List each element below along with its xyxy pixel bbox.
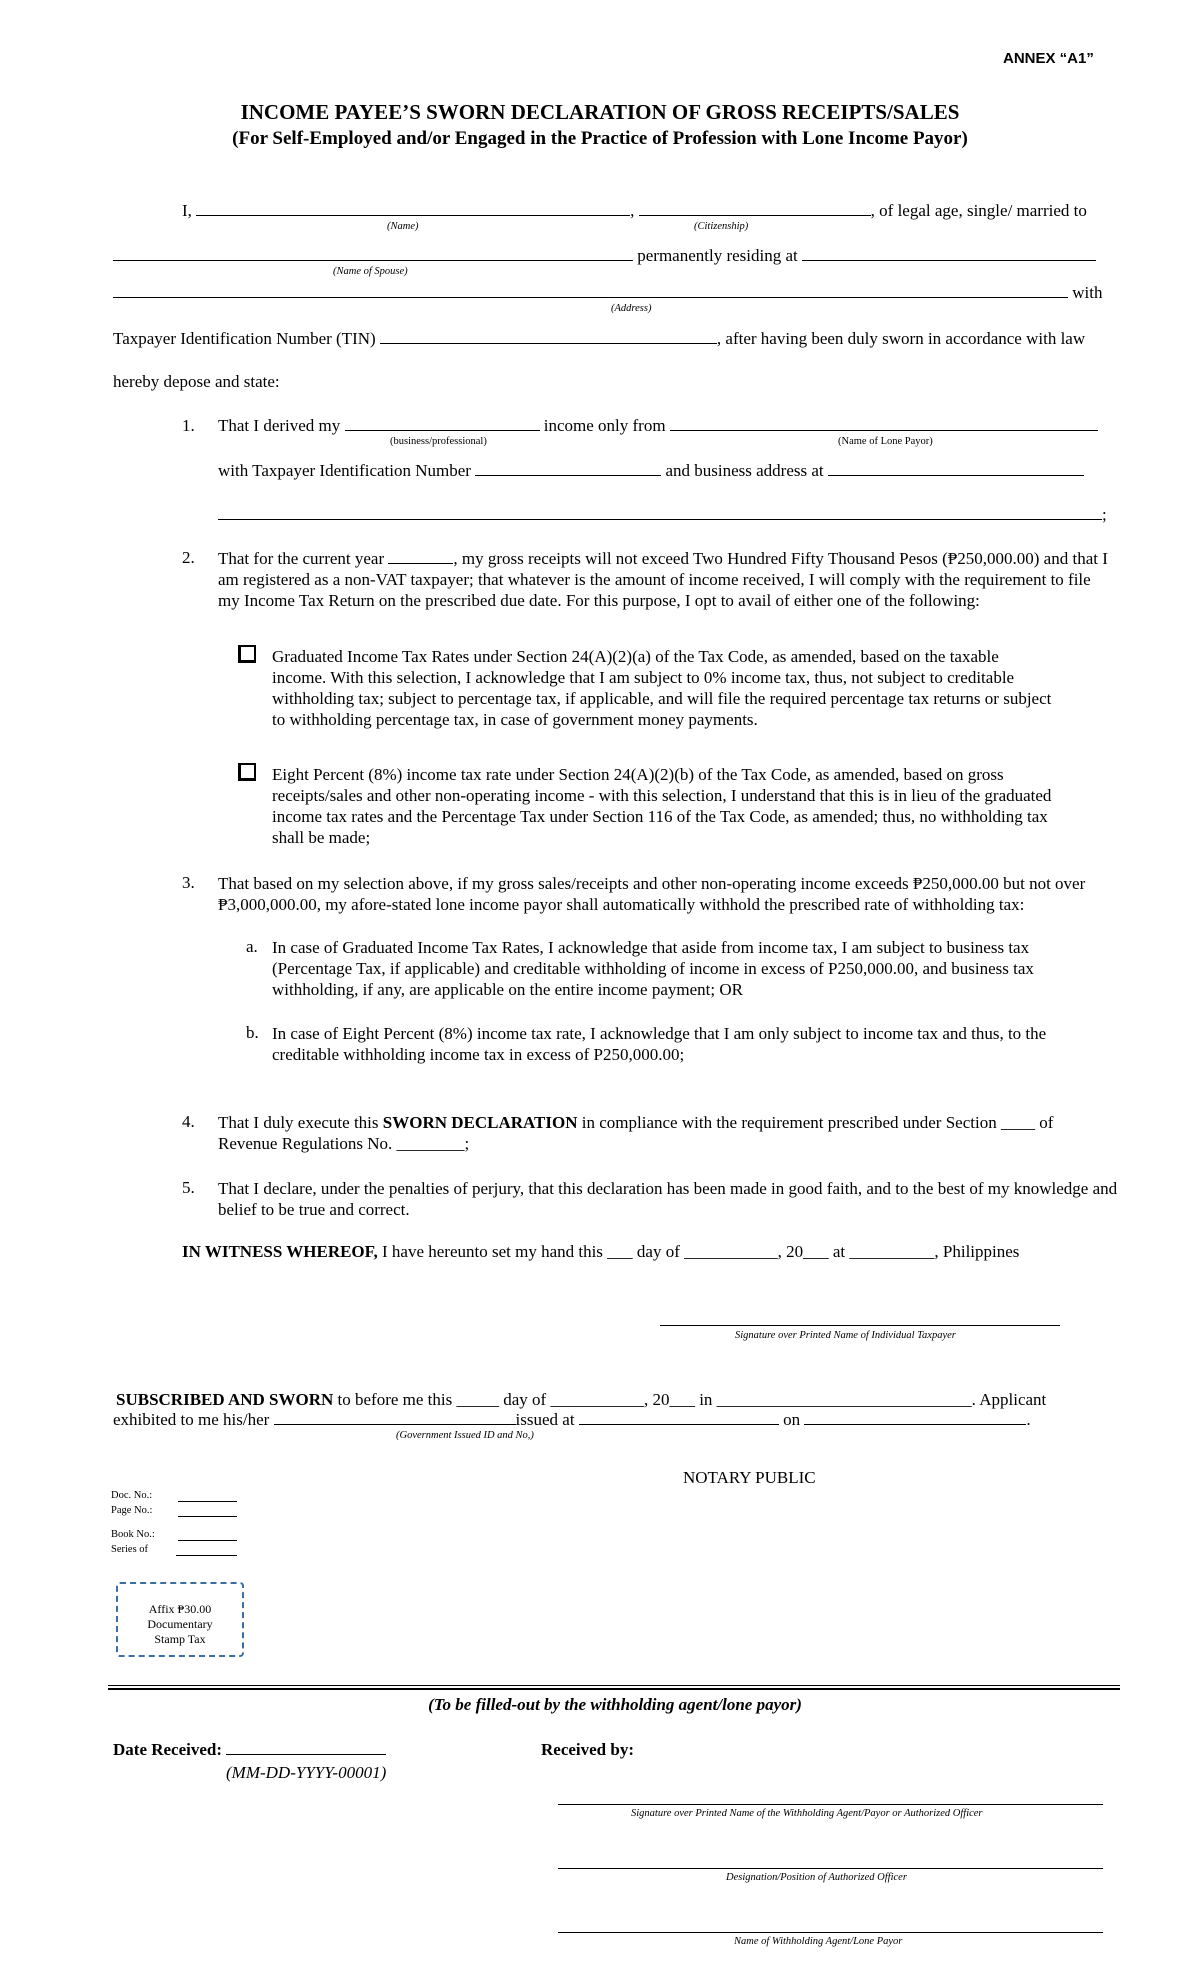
item4-text-a: That I duly execute this <box>218 1113 379 1132</box>
item1-text-d: and business address at <box>665 461 824 480</box>
item4-text-b: in compliance with the requirement prescribed under Section ____ of Revenue Regulations No. ________; <box>218 1113 1054 1153</box>
book-no-field[interactable] <box>178 1528 237 1541</box>
date-received-field[interactable] <box>226 1740 386 1755</box>
date-received-label: Date Received: <box>113 1740 223 1759</box>
series-of-field[interactable] <box>176 1543 237 1556</box>
item2-text-a: That for the current year <box>218 549 385 568</box>
item3-text: That based on my selection above, if my gross sales/receipts and other non-operating income exceeds ₱250,000.00 but not over ₱3,000,000.00, my afore-stated lone income payor shall automatically withhold the prescribed rate of withholding tax: <box>218 874 1086 914</box>
citizenship-field[interactable] <box>639 201 871 216</box>
tin-label: Taxpayer Identification Number (TIN) <box>113 329 376 348</box>
item3b-text: In case of Eight Percent (8%) income tax rate, I acknowledge that I am only subject to income tax and thus, to the creditable withholding income tax in excess of P250,000.00; <box>272 1024 1047 1064</box>
taxpayer-signature-line[interactable] <box>660 1325 1060 1326</box>
book-no-label: Book No.: <box>111 1529 155 1540</box>
item3a-text: In case of Graduated Income Tax Rates, I acknowledge that aside from income tax, I am subject to business tax (Percentage Tax, if applicable) and creditable withholding of income in excess of P250,000.00, and business tax withholding, if any, are applicable on the entire income payment; OR <box>272 938 1034 999</box>
agent-designation-line[interactable] <box>558 1868 1103 1869</box>
page-no-label: Page No.: <box>111 1505 153 1516</box>
item2-text-b: , my gross receipts will not exceed Two Hundred Fifty Thousand Pesos (₱250,000.00) and that I am registered as a non-VAT taxpayer; that whatever is the amount of income received, I will comply with the requirement to file my Income Tax Return on the prescribed due date. For this purpose, I opt to avail of either one of the following: <box>218 549 1108 610</box>
name-caption: (Name) <box>387 221 419 232</box>
name-field[interactable] <box>196 201 630 216</box>
subscribed-issued-at: issued at <box>515 1410 575 1429</box>
doc-no-label: Doc. No.: <box>111 1490 153 1501</box>
form-subtitle: (For Self-Employed and/or Engaged in the Practice of Profession with Lone Income Payor) <box>232 128 968 149</box>
intro-legal-age: , of legal age, single/ married to <box>870 201 1087 220</box>
witness-text: I have hereunto set my hand this ___ day of ___________, 20___ at __________, Philippines <box>381 1242 1020 1261</box>
income-type-field[interactable] <box>345 416 540 431</box>
notary-public-label: NOTARY PUBLIC <box>683 1468 816 1487</box>
intro-sworn: , after having been duly sworn in accordance with law <box>716 329 1086 348</box>
agent-signature-line[interactable] <box>558 1804 1103 1805</box>
citizenship-caption: (Citizenship) <box>694 221 749 232</box>
witness-bold: IN WITNESS WHEREOF, <box>182 1242 378 1261</box>
eight-percent-checkbox[interactable] <box>238 763 256 781</box>
stamp-line-3: Stamp Tax <box>154 1632 206 1646</box>
address-field[interactable] <box>113 283 1068 298</box>
eight-percent-option: Eight Percent (8%) income tax rate under Section 24(A)(2)(b) of the Tax Code, as amended, based on gross receipts/sales and other non-operating income - with this selection, I understand that this is in lieu of the graduated income tax rates and the Percentage Tax under Section 116 of the Tax Code, as amended; thus, no withholding tax shall be made; <box>272 765 1052 847</box>
item2-number: 2. <box>182 548 195 567</box>
tin-field[interactable] <box>380 329 717 344</box>
agent-name-caption: Name of Withholding Agent/Lone Payor <box>734 1936 903 1947</box>
item5-text: That I declare, under the penalties of perjury, that this declaration has been made in good faith, and to the best of my knowledge and belief to be true and correct. <box>218 1179 1118 1219</box>
agent-section-note: (To be filled-out by the withholding agent/lone payor) <box>428 1695 802 1714</box>
received-by-label: Received by: <box>541 1740 635 1759</box>
series-of-label: Series of <box>111 1544 149 1555</box>
date-format-caption: (MM-DD-YYYY-00001) <box>226 1763 387 1782</box>
item3-number: 3. <box>182 873 195 892</box>
stamp-line-1: Affix ₱30.00 <box>148 1602 212 1616</box>
business-address-field-2[interactable] <box>218 505 1102 520</box>
intro-permanently: permanently residing at <box>637 246 798 265</box>
subscribed-line1: to before me this _____ day of ___________, 20___ in ______________________________. Applicant <box>337 1390 1047 1409</box>
stamp-line-2: Documentary <box>147 1617 213 1631</box>
agent-name-line[interactable] <box>558 1932 1103 1933</box>
taxpayer-signature-caption: Signature over Printed Name of Individual Taxpayer <box>735 1330 956 1341</box>
item5-number: 5. <box>182 1178 195 1197</box>
agent-signature-caption: Signature over Printed Name of the Withholding Agent/Payor or Authorized Officer <box>631 1808 983 1819</box>
annex-label: ANNEX “A1” <box>1003 50 1094 67</box>
lone-payor-caption: (Name of Lone Payor) <box>838 436 933 447</box>
item1-number: 1. <box>182 416 195 435</box>
agent-designation-caption: Designation/Position of Authorized Officer <box>726 1872 907 1883</box>
graduated-rate-checkbox[interactable] <box>238 645 256 663</box>
issued-at-field[interactable] <box>579 1410 779 1425</box>
item1-semicolon: ; <box>1102 505 1107 524</box>
subscribed-line2-a: exhibited to me his/her <box>113 1410 270 1429</box>
section-divider <box>108 1685 1120 1690</box>
subscribed-bold: SUBSCRIBED AND SWORN <box>116 1390 334 1409</box>
item3b-label: b. <box>246 1023 259 1042</box>
item3a-label: a. <box>246 937 258 956</box>
intro-comma: , <box>630 201 635 220</box>
business-address-field[interactable] <box>828 461 1084 476</box>
graduated-rate-option: Graduated Income Tax Rates under Section 24(A)(2)(a) of the Tax Code, as amended, based on the taxable income. With this selection, I acknowledge that I am subject to 0% income tax, thus, not subject to creditable withholding tax; subject to percentage tax, if applicable, and will file the required percentage tax returns or subject to withholding percentage tax, in case of government money payments. <box>272 647 1052 729</box>
item1-text-a: That I derived my <box>218 416 341 435</box>
item4-bold: SWORN DECLARATION <box>382 1113 578 1132</box>
form-title: INCOME PAYEE’S SWORN DECLARATION OF GROSS RECEIPTS/SALES <box>240 100 960 124</box>
item1-text-c: with Taxpayer Identification Number <box>218 461 471 480</box>
item4-number: 4. <box>182 1112 195 1131</box>
intro-with: with <box>1072 283 1103 302</box>
subscribed-on: on <box>783 1410 801 1429</box>
issued-on-field[interactable] <box>804 1410 1026 1425</box>
spouse-caption: (Name of Spouse) <box>333 266 408 277</box>
government-id-field[interactable] <box>274 1410 516 1425</box>
lone-payor-field[interactable] <box>670 416 1098 431</box>
documentary-stamp-box <box>116 1582 244 1657</box>
page-no-field[interactable] <box>178 1504 237 1517</box>
item1-text-b: income only from <box>543 416 666 435</box>
business-professional-caption: (business/professional) <box>390 436 487 447</box>
address-caption: (Address) <box>611 303 652 314</box>
intro-depose: hereby depose and state: <box>113 372 280 391</box>
doc-no-field[interactable] <box>178 1489 237 1502</box>
spouse-field[interactable] <box>113 246 633 261</box>
current-year-field[interactable] <box>388 549 453 564</box>
residence-field[interactable] <box>802 246 1096 261</box>
payor-tin-field[interactable] <box>475 461 661 476</box>
government-id-caption: (Government Issued ID and No,) <box>396 1430 534 1441</box>
intro-i: I, <box>182 201 192 220</box>
